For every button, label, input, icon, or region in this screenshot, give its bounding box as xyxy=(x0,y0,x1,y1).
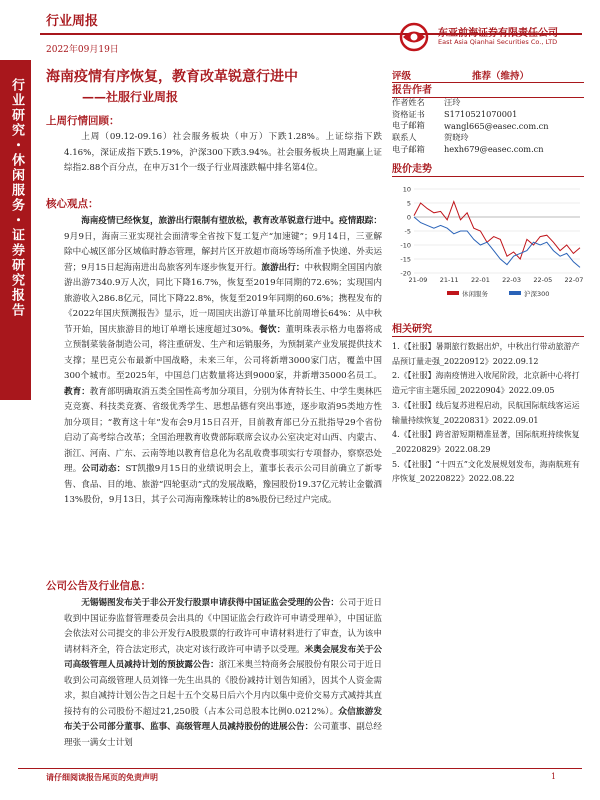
x-tick-label: 22-01 xyxy=(470,276,490,284)
x-tick-label: 21-11 xyxy=(439,276,459,284)
legend-swatch xyxy=(447,291,459,295)
related-item[interactable]: 3.《【社服】线后复苏进程启动，民航国际航线客运运输量持续恢复_20220831》2022.09.01 xyxy=(392,400,580,425)
travel-label: 旅游出行： xyxy=(261,262,305,273)
y-tick-label: 5 xyxy=(406,199,411,208)
epidemic-text: 9月9日，海南三亚实现社会面清零全省按下复工复产“加速键”；9月14日，三亚解除中心城区部分区域临时静态管理，解封片区开放超市商场等场所准予快递、外卖运营；9月15日起海南进出岛旅客列车逐步恢复开行。 xyxy=(64,231,382,273)
review-heading: 上周行情回顾： xyxy=(46,115,120,127)
author-key: 作者姓名 xyxy=(392,97,425,108)
author-key: 电子邮箱 xyxy=(392,143,425,154)
report-date: 2022年09月19日 xyxy=(46,45,119,55)
author-value: wangl665@easec.com.cn xyxy=(444,120,549,131)
announcement-1-text: 公司于近日收到中国证券监督管理委员会出具的《中国证监会行政许可申请受理单》，中国证监会依法对公司提交的非公开发行A股股票的行政许可申请材料进行了审查，认为该申请材料齐全，符合法定形式，决定对该行政许可申请予以受理。 xyxy=(64,598,382,655)
report-subtitle: ——社服行业周报 xyxy=(82,90,179,104)
education-text: 教育部明确取消五类全国性高考加分项目，分别为体育特长生、中学生奥林匹克竞赛、科技类竞赛、省级优秀学生、思想品德有突出事迹，逐步取消95类地方性加分项目；“教育这十年”发布会9月15日召开，目前教育部已分五批指导29个省份启动了高考综合改革；全国治理教育收费部际联席会议办公室决定对山西、内蒙古、浙江、河南、广东、云南等地以教育信息化为名乱收费事项实行专项督办，察察恐处理。 xyxy=(64,386,382,474)
review-text: 上周（09.12-09.16）社会服务板块（申万）下跌1.28%。上证综指下跌4.16%，深证成指下跌5.19%，沪深300下跌3.94%。社会服务板块上周跑赢上证综指2.88个百分点，在申万31个一级子行业周涨跌幅中排名第4位。 xyxy=(64,132,382,173)
author-row xyxy=(392,109,549,121)
authors-heading: 报告作者 xyxy=(392,81,584,98)
series-line xyxy=(414,202,580,259)
views-paragraph xyxy=(64,214,382,509)
related-list xyxy=(392,340,584,487)
y-tick-label: -20 xyxy=(400,269,411,278)
legend-swatch xyxy=(509,291,521,295)
company-logo-icon xyxy=(397,22,431,52)
company-name-en: East Asia Qianhai Securities Co., LTD xyxy=(438,38,558,46)
author-value: 贺晓玲 xyxy=(444,132,469,143)
views-lead: 海南疫情已经恢复，旅游出行限制有望放松，教育改革锐意行进中。 xyxy=(81,216,340,226)
legend-label: 休闲服务 xyxy=(462,290,488,298)
header-title: 行业周报 xyxy=(46,14,99,29)
related-item[interactable]: 5.《【社服】“十四五”文化发展规划发布，海南航班有序恢复_20220822》2022.08.22 xyxy=(392,459,580,484)
author-table xyxy=(392,97,549,155)
announcement-3-text: 公司董事、副总经理张一满女士计划 xyxy=(64,722,382,748)
y-tick-label: -10 xyxy=(400,241,411,250)
rating-value: 推荐（维持） xyxy=(472,71,530,82)
y-tick-label: -15 xyxy=(400,255,411,264)
announcements-heading: 公司公告及行业信息： xyxy=(46,580,151,592)
announcement-1-title: 无锡锡图发布关于非公开发行股票申请获得中国证监会受理的公告： xyxy=(81,598,340,608)
related-item[interactable]: 2.《【社服】海南疫情进入收尾阶段，北京新中心将打造元宇宙主题乐园_20220904》2022.09.05 xyxy=(392,371,580,396)
author-row xyxy=(392,132,549,144)
company-news-text: ST凯撒9月15日的业绩说明会上，董事长表示公司目前确立了新零售、食品、目的地、旅游“四轮驱动”式的发展战略，豫园股份19.37亿元转让金徽酒13%股份，9月13日，其子公司海南豫珠转让的8%股份已经过户完成。 xyxy=(64,464,382,505)
author-key: 电子邮箱 xyxy=(392,120,425,131)
views-heading: 核心观点： xyxy=(46,198,99,210)
x-tick-label: 22-07 xyxy=(564,276,584,284)
author-row xyxy=(392,143,549,155)
epidemic-label: 疫情跟踪： xyxy=(339,216,382,226)
catering-label: 餐饮： xyxy=(259,324,286,335)
side-label: 行业研究・休闲服务・证券研究报告 xyxy=(9,78,24,318)
y-tick-label: -5 xyxy=(404,227,411,236)
stock-price-chart xyxy=(392,183,584,301)
author-value: 汪玲 xyxy=(444,97,461,108)
y-tick-label: 10 xyxy=(402,185,411,194)
author-row xyxy=(392,120,549,132)
author-value: hexh679@easec.com.cn xyxy=(444,144,544,155)
catering-text: 董明珠表示格力电器将成立预制菜装备制造公司，将注重研发、生产和运销服务，为预制菜产业发展提供技术支撑；星巴克公布最新中国战略，未来三年，公司将新增3000家门店，覆盖中国300个城市。至2025年，中国总门店数量将达到9000家，并新增35000名员工。 xyxy=(64,324,382,381)
related-item[interactable]: 4.《【社服】跨省游短期精准显著，国际航班持续恢复_20220829》2022.08.29 xyxy=(392,430,580,454)
announcement-2-title: 米奥会展发布关于公司高级管理人员减持计划的预披露公告： xyxy=(64,644,382,670)
report-title: 海南疫情有序恢复，教育改革锐意行进中 xyxy=(46,69,298,85)
education-label: 教育： xyxy=(64,386,90,397)
disclaimer-note: 请仔细阅读报告尾页的免责声明 xyxy=(46,772,158,782)
company-news-label: 公司动态： xyxy=(81,464,126,474)
review-paragraph xyxy=(64,130,382,177)
y-tick-label: 0 xyxy=(406,213,411,222)
company-name-cn: 东亚前海证券有限责任公司 xyxy=(438,28,558,39)
author-key: 联系人 xyxy=(392,132,417,143)
announcement-3-title: 众信旅游发布关于公司部分董事、监事、高级管理人员减持股份的进展公告： xyxy=(64,706,382,732)
series-line xyxy=(414,217,580,267)
announcements-paragraph xyxy=(64,596,382,751)
footer-divider xyxy=(18,768,582,769)
x-tick-label: 22-05 xyxy=(533,276,553,284)
author-key: 资格证书 xyxy=(392,108,425,119)
rating-label: 评级 xyxy=(392,71,412,82)
x-tick-label: 21-09 xyxy=(408,276,428,284)
related-item[interactable]: 1.《【社服】暑期旅行数据出炉，中秋出行带动旅游产品预订量走强_20220912》2022.09.12 xyxy=(392,342,580,366)
stock-chart-heading: 股价走势 xyxy=(392,160,584,177)
related-heading: 相关研究 xyxy=(392,320,584,337)
author-value: S1710521070001 xyxy=(444,109,518,120)
page-number: 1 xyxy=(551,772,557,781)
travel-text: 中秋假期全国国内旅游出游7340.9万人次，同比下降16.7%，恢复至2019年同期的72.6%；实现国内旅游收入286.8亿元，同比下降22.8%，恢复至2019年同期的60.6%；携程发布的《2022年国庆预测报告》显示，近一周国庆出游订单量环比前周增长64%：从中秋节开始，国庆旅游目的地订单增长速度超过30%。 xyxy=(64,262,382,335)
announcement-2-text: 浙江米奥兰特商务会展股份有限公司于近日收到公司高级管理人员刘锋一先生出具的《股份减持计划告知函》，因其个人资金需求，拟自减持计划公告之日起十五个交易日后六个月内以集中竞价交易方式减持其直接持有的公司股份不超过21,250股（占本公司总股本比例0.0212%）。 xyxy=(64,660,382,717)
legend-label: 沪深300 xyxy=(524,290,550,298)
author-row xyxy=(392,97,549,109)
x-tick-label: 22-03 xyxy=(502,276,522,284)
